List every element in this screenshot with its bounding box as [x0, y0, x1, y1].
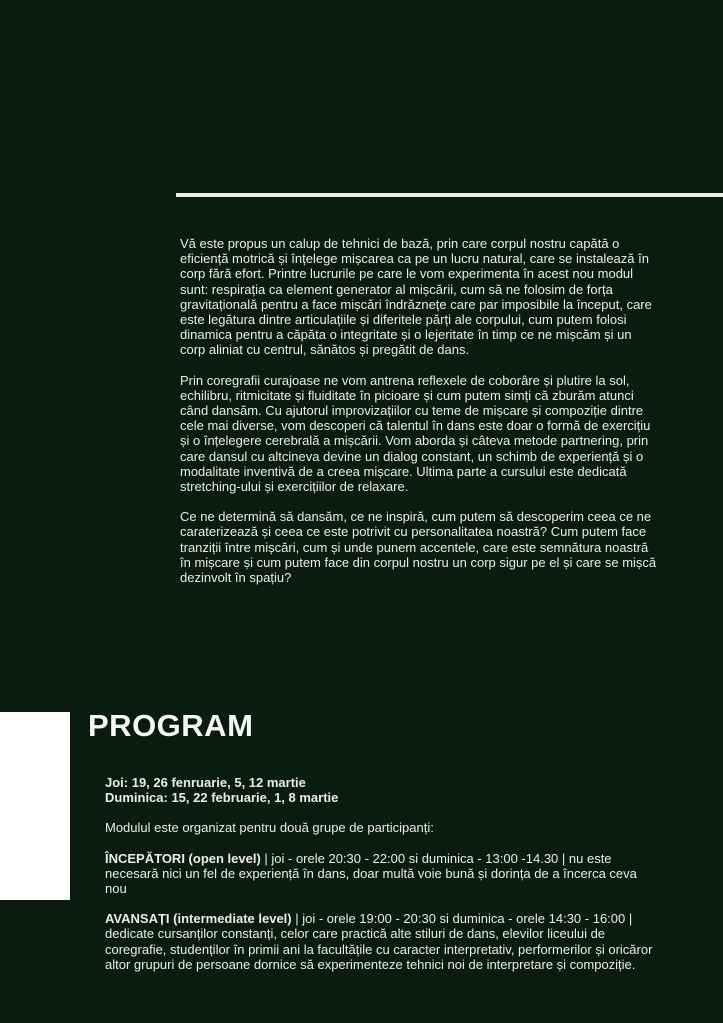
left-accent-block [0, 712, 70, 900]
level-beginners-name: ÎNCEPĂTORI (open level) [105, 850, 261, 866]
level-advanced-name: AVANSAȚI (intermediate level) [105, 911, 292, 927]
groups-intro: Modulul este organizat pentru două grupe de participanți: [105, 820, 434, 836]
intro-section [180, 236, 659, 600]
horizontal-divider [176, 193, 723, 197]
schedule-sunday: Duminica: 15, 22 februarie, 1, 8 martie [105, 790, 339, 806]
level-beginners-details: | joi - orele 20:30 - 22:00 si duminica - 13:00 -14.30 | nu este necesară nici un fel de experiență în dans, doar multă voie bună și dorința de a încerca ceva nou [105, 850, 637, 897]
program-title: PROGRAM [88, 708, 254, 743]
level-advanced-details: | joi - orele 19:00 - 20:30 si duminica - orele 14:30 - 16:00 | dedicate cursanților constanți, celor care practică alte stiluri de dans, elevilor liceului de coregrafie, studenților în primii ani la facultățile cu caracter interpretativ, performerilor și oricăror altor grupuri de persoane dornice să experimenteze tehnici noi de interpretare și compoziție. [105, 911, 653, 972]
level-advanced [105, 911, 662, 972]
schedule [105, 775, 662, 805]
intro-paragraph-1: Vă este propus un calup de tehnici de bază, prin care corpul nostru capătă o eficiență motrică și înțelege mișcarea ca pe un lucru natural, care se instalează în corp fără efort. Printre lucrurile pe care le vom experimenta în acest nou modul sunt: respirația ca element generator al mișcării, cum să ne folosim de forța gravitațională pentru a face mișcări îndrăznețe care par imposibile la început, care este legătura dintre articulațiile și diferitele părți ale corpului, cum putem folosi dinamica pentru a căpăta o integritate și o lejeritate în timp ce ne mișcăm și un corp aliniat cu centrul, sănătos și pregătit de dans. [180, 236, 652, 358]
intro-paragraph-2: Prin coregrafii curajoase ne vom antrena reflexele de coborâre și plutire la sol, echilibru, ritmicitate și fluiditate în picioare și cum putem simți că zburăm atunci când dansăm. Cu ajutorul improvizațiilor cu teme de mișcare și compoziție dintre cele mai diverse, vom descoperi că talentul în dans este doar o formă de exercițiu și o înțelegere cerebrală a mișcării. Vom aborda și câteva metode partnering, prin care dansul cu altcineva devine un dialog constant, un schimb de experiență și o modalitate inventivă de a creea mișcare. Ultima parte a cursului este dedicată stretching-ului și exercițiilor de relaxare. [180, 372, 651, 495]
program-section [105, 775, 662, 987]
schedule-thursday: Joi: 19, 26 fenruarie, 5, 12 martie [105, 775, 306, 790]
intro-paragraph-3: Ce ne determină să dansăm, ce ne inspiră, cum putem să descoperim ceea ce ne caraterizează și ceea ce este potrivit cu personalitatea noastră? Cum putem face tranziții între mișcări, cum și unde punem accentele, care este semnătura noastră în mișcare și cum putem face din corpul nostru un corp sigur pe el și care se mișcă dezinvolt în spațiu? [180, 509, 657, 586]
level-beginners [105, 851, 662, 897]
